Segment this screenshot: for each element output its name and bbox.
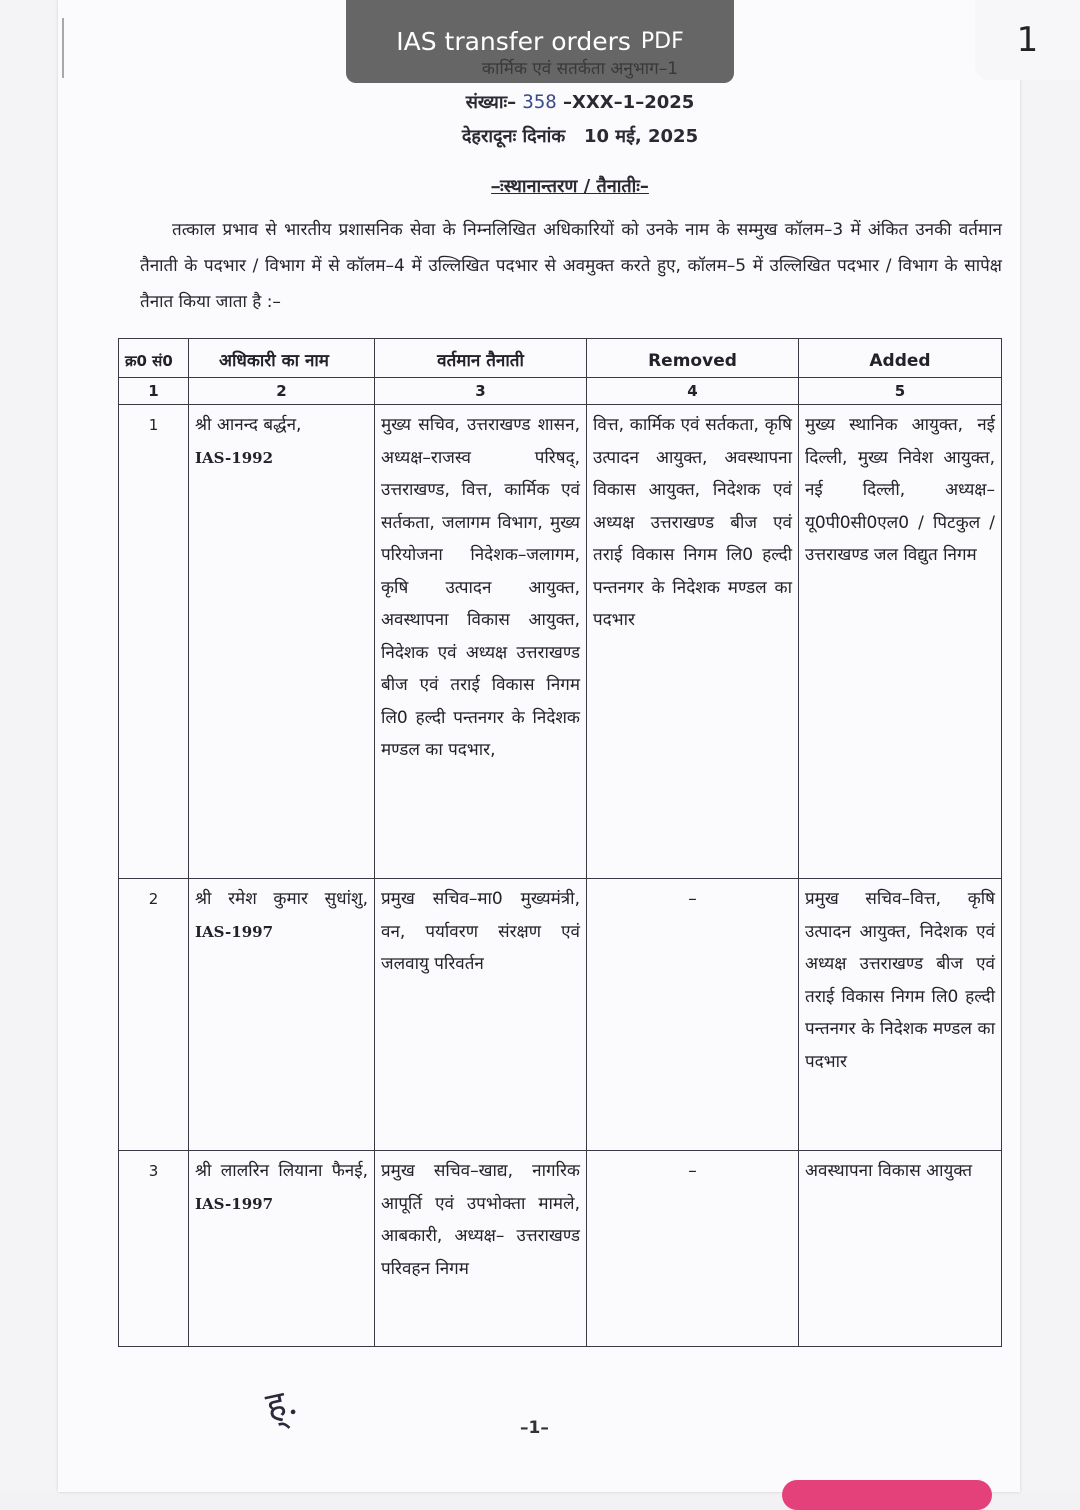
col-number: 3 [375, 378, 587, 405]
row-added: प्रमुख सचिव–वित्त, कृषि उत्पादन आयुक्त, निदेशक एवं अध्यक्ष उत्तराखण्ड बीज एवं तराई विकास निगम लि0 हल्दी पन्तनगर के निदेशक मण्डल का पदभार [799, 879, 1002, 1151]
col-number: 2 [189, 378, 375, 405]
officer-batch: IAS-1997 [195, 922, 274, 941]
row-current-posting: मुख्य सचिव, उत्तराखण्ड शासन, अध्यक्ष–राजस्व परिषद्, उत्तराखण्ड, वित्त, कार्मिक एवं सर्तकता, जलागम विभाग, मुख्य परियोजना निदेशक–जलागम, कृषि उत्पादन आयुक्त, अवस्थापना विकास आयुक्त, निदेशक एवं अध्यक्ष उत्तराखण्ड बीज एवं तराई विकास निगम लि0 हल्दी पन्तनगर के निदेशक मण्डल का पदभार, [375, 405, 587, 879]
col-number: 5 [799, 378, 1002, 405]
order-number [40, 90, 1080, 114]
number-suffix: –XXX–1–2025 [563, 92, 695, 113]
header-current: वर्तमान तैनाती [375, 339, 587, 378]
row-sn: 3 [119, 1151, 189, 1347]
document-title-bar[interactable] [346, 0, 734, 83]
row-current-posting: प्रमुख सचिव–खाद्य, नागरिक आपूर्ति एवं उपभोक्ता मामले, आबकारी, अध्यक्ष– उत्तराखण्ड परिवहन निगम [375, 1151, 587, 1347]
row-added: मुख्य स्थानिक आयुक्त, नई दिल्ली, मुख्य निवेश आयुक्त, नई दिल्ली, अध्यक्ष– यू0पी0सी0एल0 / पिटकुल / उत्तराखण्ड जल विद्युत निगम [799, 405, 1002, 879]
officer-name: श्री आनन्द बर्द्धन, [195, 415, 302, 435]
order-date [40, 124, 1080, 148]
date-label: देहरादूनः दिनांक [461, 126, 566, 147]
row-removed: – [587, 879, 799, 1151]
row-sn: 1 [119, 405, 189, 879]
document-format: PDF [640, 29, 684, 54]
page-indicator[interactable]: 1 [975, 0, 1080, 80]
col-number: 4 [587, 378, 799, 405]
row-current-posting: प्रमुख सचिव–मा0 मुख्यमंत्री, वन, पर्यावरण संरक्षण एवं जलवायु परिवर्तन [375, 879, 587, 1151]
row-sn: 2 [119, 879, 189, 1151]
header-added: Added [799, 339, 1002, 378]
header-sn: क्र0 सं0 [119, 339, 189, 378]
row-officer-name [189, 405, 375, 879]
row-added: अवस्थापना विकास आयुक्त [799, 1151, 1002, 1347]
column-number-row [119, 378, 1002, 405]
officer-batch: IAS-1997 [195, 1194, 274, 1213]
date-value: 10 मई, 2025 [583, 126, 699, 147]
col-number: 1 [119, 378, 189, 405]
row-officer-name [189, 1151, 375, 1347]
intro-paragraph: तत्काल प्रभाव से भारतीय प्रशासनिक सेवा के निम्नलिखित अधिकारियों को उनके नाम के सम्मुख कॉलम–3 में अंकित उनकी वर्तमान तैनाती के पदभार / विभाग में से कॉलम–4 में उल्लिखित पदभार से अवमुक्त करते हुए, कॉलम–5 में उल्लिखित पदभार / विभाग के सापेक्ष तैनात किया जाता है :– [140, 220, 1002, 312]
row-removed: – [587, 1151, 799, 1347]
table-row [119, 1151, 1002, 1347]
row-removed: वित्त, कार्मिक एवं सर्तकता, कृषि उत्पादन आयुक्त, अवस्थापना विकास आयुक्त, निदेशक एवं अध्यक्ष उत्तराखण्ड बीज एवं तराई विकास निगम लि0 हल्दी पन्तनगर के निदेशक मण्डल का पदभार [587, 405, 799, 879]
document-title: IAS transfer orders [396, 27, 631, 56]
header-removed: Removed [587, 339, 799, 378]
number-label: संख्याः– [465, 92, 517, 113]
header-name: अधिकारी का नाम [189, 339, 375, 378]
row-officer-name [189, 879, 375, 1151]
transfer-table [118, 338, 1002, 1347]
subject-heading: –ःस्थानान्तरण / तैनातीः– [491, 176, 649, 197]
table-header-row [119, 339, 1002, 378]
table-row [119, 405, 1002, 879]
number-handwritten: 358 [522, 91, 557, 113]
officer-name: श्री रमेश कुमार सुधांशु, [195, 889, 368, 909]
table-row [119, 879, 1002, 1151]
signature-mark: ह्. [262, 1381, 301, 1428]
floating-action-button[interactable] [782, 1480, 992, 1510]
officer-batch: IAS-1992 [195, 448, 274, 467]
officer-name: श्री लालरिन लियाना फैनई, [195, 1161, 368, 1181]
footer-page-number: –1– [520, 1418, 549, 1438]
